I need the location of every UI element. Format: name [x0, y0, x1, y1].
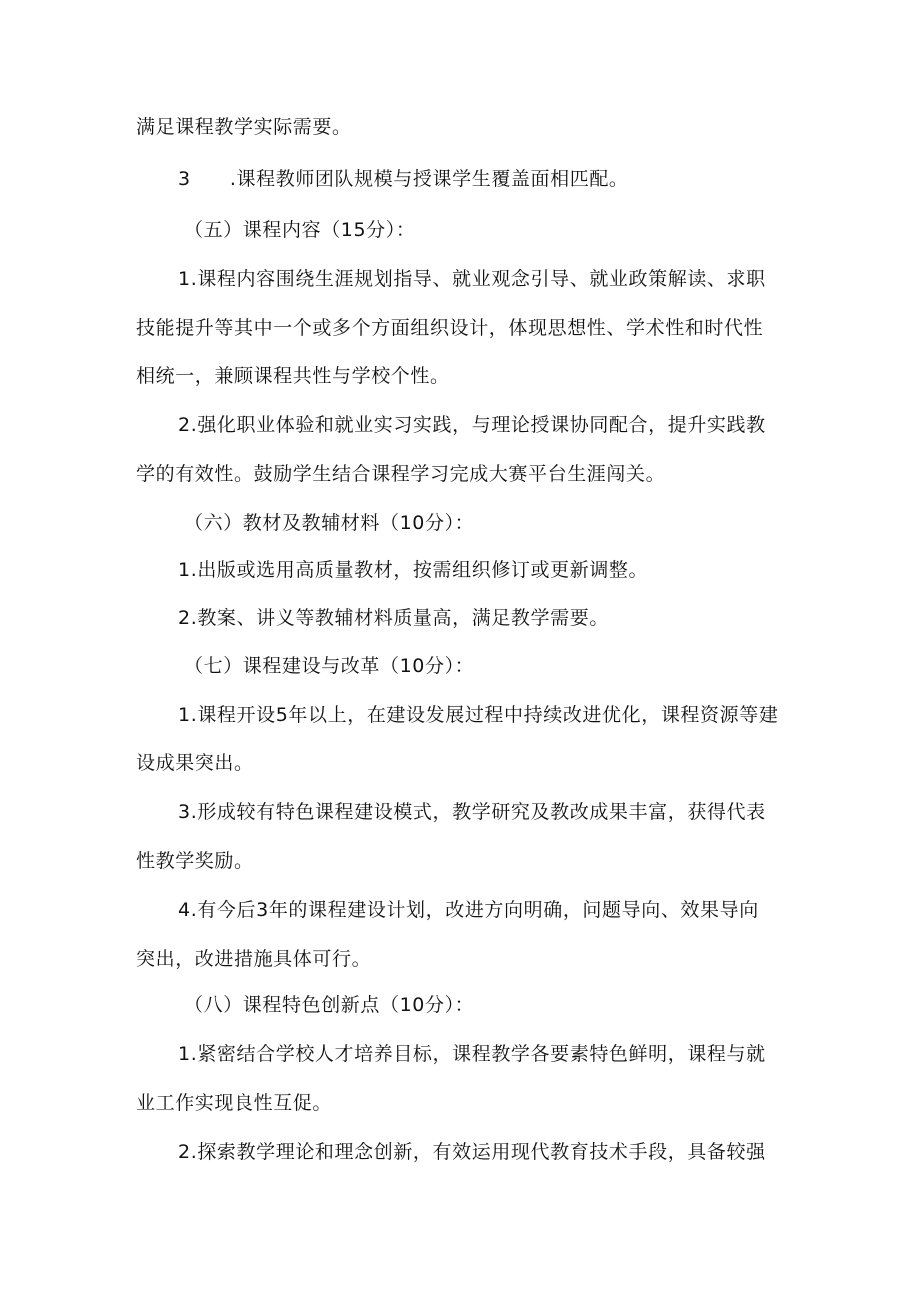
paragraph-line: 满足课程教学实际需要。 [136, 116, 352, 138]
paragraph-line: 设成果突出。 [136, 752, 254, 774]
paragraph-line: 技能提升等其中一个或多个方面组织设计，体现思想性、学术性和时代性 [136, 317, 764, 339]
paragraph-line: 3.形成较有特色课程建设模式，教学研究及教改成果丰富，获得代表 [178, 801, 766, 823]
paragraph-line: 学的有效性。鼓励学生结合课程学习完成大赛平台生涯闯关。 [136, 463, 666, 485]
section-heading: （六）教材及教辅材料（10分）： [184, 512, 475, 534]
paragraph-line: 1.出版或选用高质量教材，按需组织修订或更新调整。 [178, 559, 649, 581]
paragraph-line: 2.教案、讲义等教辅材料质量高，满足教学需要。 [178, 607, 609, 629]
section-heading: （五）课程内容（15分）： [184, 219, 416, 241]
paragraph-line: 3 .课程教师团队规模与授课学生覆盖面相匹配。 [178, 168, 629, 190]
paragraph-line: 4.有今后3年的课程建设计划，改进方向明确，问题导向、效果导向 [178, 899, 759, 921]
paragraph-line: 2.强化职业体验和就业实习实践，与理论授课协同配合，提升实践教 [178, 414, 766, 436]
paragraph-line: 性教学奖励。 [136, 850, 254, 872]
section-heading: （八）课程特色创新点（10分）： [184, 994, 475, 1016]
paragraph-line: 业工作实现良性互促。 [136, 1092, 333, 1114]
paragraph-line: 2.探索教学理论和理念创新，有效运用现代教育技术手段，具备较强 [178, 1141, 766, 1163]
paragraph-line: 相统一，兼顾课程共性与学校个性。 [136, 365, 450, 387]
paragraph-line: 突出，改进措施具体可行。 [136, 948, 372, 970]
section-heading: （七）课程建设与改革（10分）： [184, 655, 475, 677]
paragraph-line: 1.课程开设5年以上，在建设发展过程中持续改进优化，课程资源等建 [178, 704, 779, 726]
paragraph-line: 1.课程内容围绕生涯规划指导、就业观念引导、就业政策解读、求职 [178, 268, 766, 290]
paragraph-line: 1.紧密结合学校人才培养目标，课程教学各要素特色鲜明，课程与就 [178, 1043, 766, 1065]
